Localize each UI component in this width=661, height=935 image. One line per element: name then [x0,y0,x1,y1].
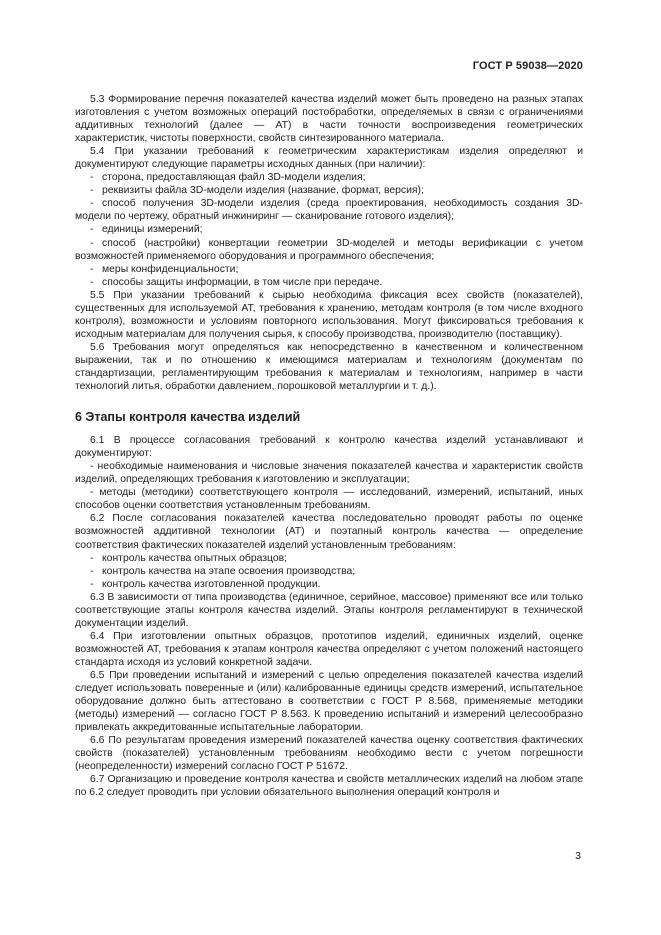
list-bullet-dash: - [90,172,94,184]
list-item [75,171,583,184]
list-item-text: контроль качества изготовленной продукции. [102,578,321,590]
paragraph: 5.5 При указании требований к сырью необходима фиксация всех свойств (показателей), существенных для используемой АТ, требования к хранению, методам контроля (в том числе входного контроля), возможности и условиям повторного использования. Могут фиксироваться требования к исходным материалам для получения сырья, к способу производства, производителю (поставщику). [75,289,583,340]
list-item-text: способ получения 3D-модели изделия (среда проектирования, необходимость создания 3D-модели по чертежу, обратный инжиниринг — сканирование готового изделия); [75,198,583,223]
list-item-text: способ (настройки) конвертации геометрии 3D-моделей и методы верификации с учетом возможностей применяемого оборудования и программного обеспечения; [75,237,583,262]
list-item-text: способы защиты информации, в том числе при передаче. [102,276,383,288]
list-item [75,263,583,276]
list-item-text: контроль качества на этапе освоения производства; [102,565,356,577]
paragraph: 6.3 В зависимости от типа производства (единичное, серийное, массовое) применяют все или только соответствующие этапы контроля качества изделий. Этапы контроля регламентируют в технической документации изделий. [75,591,583,629]
list-item [75,565,583,578]
paragraph: 6.5 При проведении испытаний и измерений с целью определения показателей качества изделий следует использовать поверенные и (или) калиброванные единицы средств измерений, испытательное оборудование должно быть аттестовано в соответствии с ГОСТ Р 8.568, применяемые методики (методы) измерений — согласно ГОСТ Р 8.563. К проведению испытаний и измерений целесообразно привлекать аккредитованные испытательные лаборатории. [75,669,583,734]
list-item [75,276,583,289]
paragraph: 6.1 В процессе согласования требований к контролю качества изделий устанавливают и документируют: [75,435,583,460]
list-bullet-dash: - [90,237,94,249]
paragraph: - необходимые наименования и числовые значения показателей качества и характеристик свойств изделий, определяющих требования к изготовлению и эксплуатации; [75,461,583,486]
document-body [75,93,583,799]
list-bullet-dash: - [90,578,94,590]
section-heading: 6 Этапы контроля качества изделий [75,410,301,425]
list-item [75,237,583,263]
paragraph: 5.3 Формирование перечня показателей качества изделий может быть проведено на разных этапах изготовления с учетом возможных операций постобработки, определяемых в связи с ограничениями аддитивных технологий (далее — АТ) в части точности воспроизведения геометрических характеристик, чистоты поверхности, свойств синтезированного материала. [75,94,583,145]
paragraph: 6.6 По результатам проведения измерений показателей качества оценку соответствия фактических свойств (показателей) установленным требованиям необходимо вести с учетом погрешности (неопределенности) измерений согласно ГОСТ Р 51672. [75,735,583,773]
paragraph: 6.2 После согласования показателей качества последовательно проводят работы по оценке возможностей аддитивной технологии (АТ) и поэтапный контроль качества — определение соответствия фактических показателей изделий установленным требованиям: [75,513,583,551]
list-bullet-dash: - [90,263,94,275]
paragraph: - методы (методики) соответствующего контроля — исследований, измерений, испытаний, иных способов оценки соответствия установленным требованиям. [75,487,583,512]
list-bullet-dash: - [90,198,94,210]
list-item [75,223,583,236]
list-bullet-dash: - [90,185,94,197]
paragraph: 6.4 При изготовлении опытных образцов, прототипов изделий, единичных изделий, оценке возможностей АТ, требования к этапам контроля качества определяют с учетом положений настоящего стандарта исходя из условий конкретной задачи. [75,630,583,668]
paragraph: 5.6 Требования могут определяться как непосредственно в качественном и количественном выражении, так и по отношению к имеющимся материалам и технологиям (документам по стандартизации, регламентирующим требования к материалам и технологиям, например в части технологий литья, обработки давлением, порошковой металлургии и т. д.). [75,341,583,393]
page-number: 3 [575,850,581,862]
list-item [75,184,583,197]
list-item [75,552,583,565]
list-bullet-dash: - [90,565,94,577]
list-item-text: меры конфиденциальности; [102,263,239,275]
list-item-text: единицы измерений; [102,224,203,236]
list-bullet-dash: - [90,224,94,236]
list-bullet-dash: - [90,552,94,564]
list-item [75,578,583,591]
list-item-text: реквизиты файла 3D-модели изделия (название, формат, версия); [102,185,424,197]
document-header-id: ГОСТ Р 59038—2020 [472,60,583,72]
list-bullet-dash: - [90,276,94,288]
list-item [75,197,583,223]
paragraph: 6.7 Организацию и проведение контроля качества и свойств металлических изделий на любом этапе по 6.2 следует проводить при условии обязательного выполнения операций контроля и [75,774,583,799]
list-item-text: сторона, предоставляющая файл 3D-модели изделия; [102,172,366,184]
list-item-text: контроль качества опытных образцов; [102,552,288,564]
paragraph: 5.4 При указании требований к геометрическим характеристикам изделия определяют и документируют следующие параметры исходных данных (при наличии): [75,146,583,171]
